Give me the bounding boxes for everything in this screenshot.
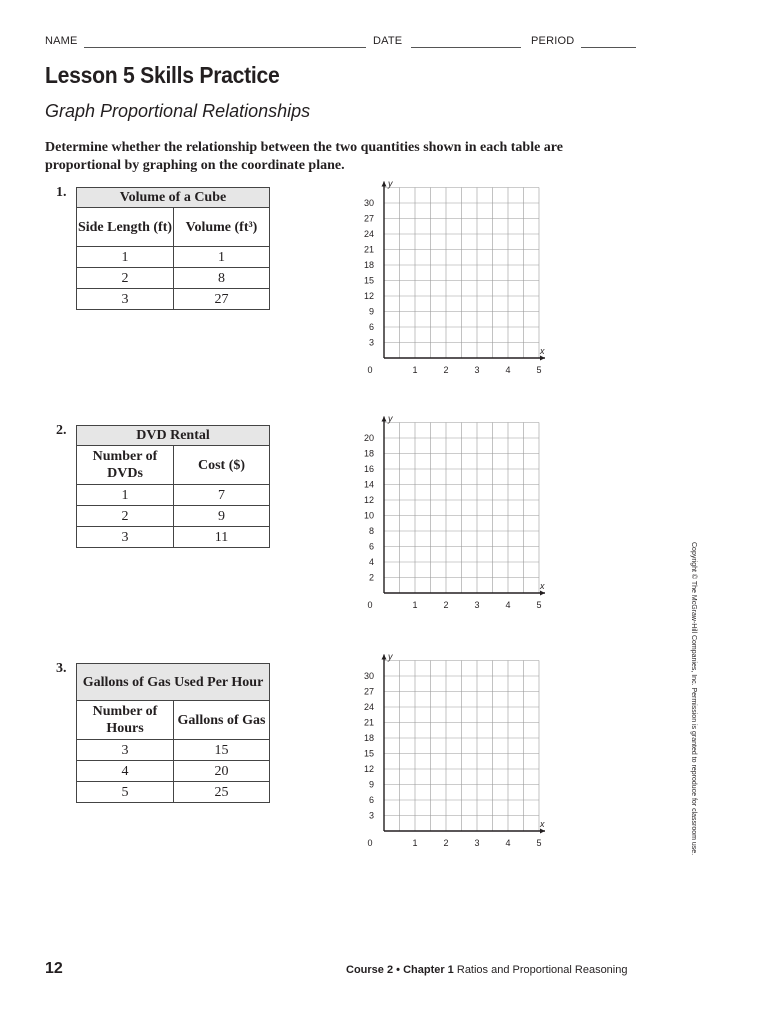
y-axis-arrow [382, 417, 387, 422]
table-row [77, 527, 270, 548]
table-title: DVD Rental [77, 426, 270, 446]
x-axis-arrow [540, 829, 545, 834]
y-tick-label: 18 [363, 260, 374, 270]
x-axis-label: x [540, 581, 545, 591]
x-tick-label: 3 [474, 600, 480, 610]
table-cell: 2 [77, 506, 174, 527]
x-tick-label: 5 [536, 600, 542, 610]
column-header: Number of DVDs [77, 446, 174, 485]
column-header: Volume (ft³) [174, 208, 270, 247]
instructions: Determine whether the relationship between the two quantities shown in each table are proportional by graphing on the coordinate plane. [45, 140, 563, 173]
y-tick-label: 15 [363, 748, 374, 759]
table-row [77, 268, 270, 289]
x-tick-label: 5 [536, 838, 542, 848]
y-tick-label: 10 [363, 510, 374, 521]
x-tick-label: 0 [367, 600, 373, 610]
table-row [77, 740, 270, 761]
coordinate-grid-1[interactable] [355, 178, 555, 380]
y-tick-label: 18 [363, 448, 374, 459]
x-tick-label: 4 [505, 838, 511, 848]
y-tick-label: 6 [368, 541, 374, 552]
table-row [77, 782, 270, 803]
table-cell: 5 [77, 782, 174, 803]
chapter-title: Ratios and Proportional Reasoning [456, 964, 628, 976]
footer-course-info [346, 964, 627, 976]
table-cell: 1 [77, 247, 174, 268]
table-cell: 15 [174, 740, 270, 761]
x-axis-arrow [540, 591, 545, 596]
x-tick-label: 1 [412, 838, 418, 848]
table-cell: 3 [77, 289, 174, 310]
table-cell: 7 [174, 485, 270, 506]
y-tick-label: 20 [363, 433, 374, 443]
name-field[interactable] [84, 47, 366, 48]
column-header: Cost ($) [174, 446, 270, 485]
table-row [77, 761, 270, 782]
y-axis-label: y [388, 178, 393, 189]
y-tick-label: 6 [368, 322, 374, 332]
x-tick-label: 1 [412, 600, 418, 610]
chapter-label: Chapter 1 [403, 964, 454, 976]
column-header: Side Length (ft) [77, 208, 174, 247]
y-tick-label: 30 [363, 198, 374, 208]
y-axis-label: y [388, 651, 393, 662]
y-tick-label: 2 [368, 572, 374, 583]
period-label: PERIOD [531, 35, 575, 47]
table-title: Gallons of Gas Used Per Hour [77, 664, 270, 701]
table-title: Volume of a Cube [77, 188, 270, 208]
table-cell: 11 [174, 527, 270, 548]
copyright-notice: Copyright © The McGraw-Hill Companies, Inc. Permission is granted to reproduce for classroom use. [690, 542, 697, 856]
y-tick-label: 12 [363, 291, 374, 301]
y-axis-label: y [388, 413, 393, 424]
x-tick-label: 5 [536, 365, 542, 375]
x-tick-label: 0 [367, 365, 373, 375]
lesson-title: Lesson 5 Skills Practice [45, 62, 280, 88]
period-field[interactable] [581, 47, 636, 48]
x-tick-label: 2 [443, 600, 449, 610]
subtitle: Graph Proportional Relationships [45, 101, 311, 121]
y-tick-label: 24 [363, 702, 374, 712]
course-label: Course 2 [346, 964, 394, 976]
table-dvd-rental [76, 425, 270, 548]
coordinate-grid-2[interactable] [355, 413, 555, 620]
y-tick-label: 18 [363, 733, 374, 743]
x-tick-label: 1 [412, 365, 418, 375]
x-tick-label: 3 [474, 838, 480, 848]
y-tick-label: 21 [363, 717, 374, 728]
x-tick-label: 4 [505, 600, 511, 610]
table-volume-of-cube [76, 187, 270, 310]
y-tick-label: 21 [363, 244, 374, 255]
problem-number-1: 1. [56, 185, 67, 200]
table-cell: 4 [77, 761, 174, 782]
column-header: Gallons of Gas [174, 701, 270, 740]
y-tick-label: 12 [363, 495, 374, 505]
table-cell: 3 [77, 740, 174, 761]
table-cell: 2 [77, 268, 174, 289]
x-axis-label: x [540, 346, 545, 356]
problem-number-2: 2. [56, 423, 67, 438]
table-cell: 8 [174, 268, 270, 289]
y-tick-label: 4 [368, 557, 374, 567]
x-tick-label: 4 [505, 365, 511, 375]
name-label: NAME [45, 35, 78, 47]
y-tick-label: 8 [368, 526, 374, 536]
y-tick-label: 9 [368, 306, 374, 317]
y-tick-label: 27 [363, 686, 374, 697]
y-tick-label: 3 [368, 337, 374, 348]
table-cell: 3 [77, 527, 174, 548]
y-tick-label: 9 [368, 779, 374, 790]
x-axis-label: x [540, 819, 545, 829]
table-gallons-of-gas [76, 663, 270, 803]
table-cell: 27 [174, 289, 270, 310]
y-tick-label: 12 [363, 764, 374, 774]
date-field[interactable] [411, 47, 521, 48]
x-tick-label: 0 [367, 838, 373, 848]
table-cell: 9 [174, 506, 270, 527]
x-tick-label: 2 [443, 365, 449, 375]
y-tick-label: 3 [368, 810, 374, 821]
table-cell: 20 [174, 761, 270, 782]
y-tick-label: 6 [368, 795, 374, 805]
table-row [77, 289, 270, 310]
column-header: Number of Hours [77, 701, 174, 740]
table-cell: 1 [77, 485, 174, 506]
x-tick-label: 2 [443, 838, 449, 848]
table-row [77, 247, 270, 268]
table-cell: 25 [174, 782, 270, 803]
table-row [77, 506, 270, 527]
footer-bullet: • [396, 964, 400, 976]
y-tick-label: 24 [363, 229, 374, 239]
y-tick-label: 30 [363, 671, 374, 681]
y-axis-arrow [382, 182, 387, 187]
page-number: 12 [45, 960, 63, 977]
y-axis-arrow [382, 655, 387, 660]
y-tick-label: 16 [363, 464, 374, 474]
date-label: DATE [373, 35, 403, 47]
x-axis-arrow [540, 356, 545, 361]
problem-number-3: 3. [56, 661, 67, 676]
x-tick-label: 3 [474, 365, 480, 375]
table-row [77, 485, 270, 506]
y-tick-label: 14 [363, 479, 374, 490]
coordinate-grid-3[interactable] [355, 651, 555, 858]
y-tick-label: 15 [363, 275, 374, 286]
table-cell: 1 [174, 247, 270, 268]
y-tick-label: 27 [363, 213, 374, 224]
